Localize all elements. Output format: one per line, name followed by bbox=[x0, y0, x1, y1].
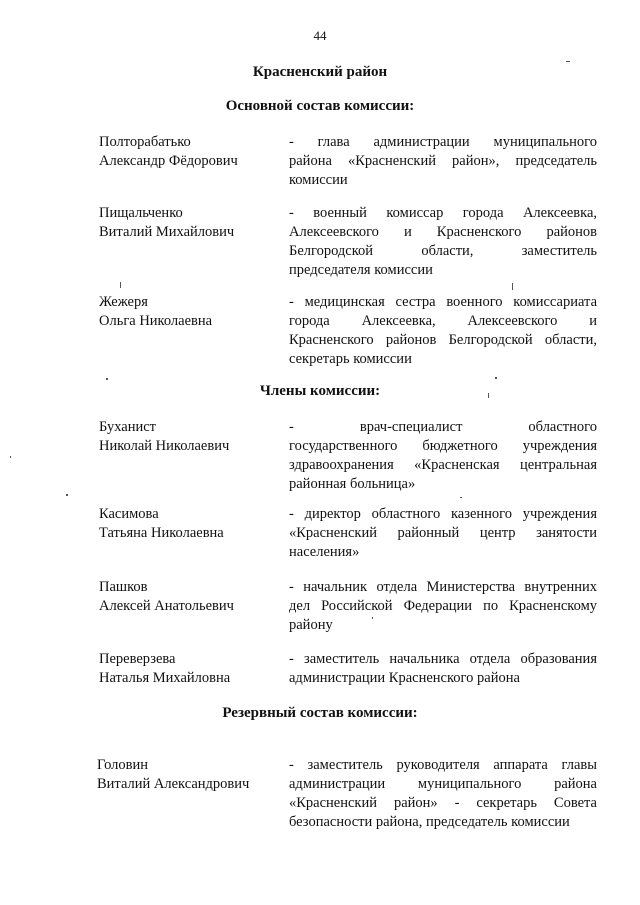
name-line: Пищальченко bbox=[99, 205, 183, 221]
person-role bbox=[289, 133, 597, 190]
role-line: - заместитель руководителя аппарата главы bbox=[289, 757, 597, 773]
role-line: комиссии bbox=[289, 172, 348, 188]
role-line: - директор областного казенного учреждения bbox=[289, 506, 597, 522]
role-line: Алексеевского и Красненского районов bbox=[289, 224, 597, 240]
role-line: дел Российской Федерации по Красненскому bbox=[289, 598, 597, 614]
name-line: Переверзева bbox=[99, 651, 176, 667]
person-name bbox=[99, 505, 269, 543]
role-line: района «Красненский район», председатель bbox=[289, 153, 597, 169]
reserve-heading: Резервный состав комиссии: bbox=[222, 705, 418, 721]
role-line: - врач-специалист областного bbox=[289, 419, 597, 435]
name-line: Алексей Анатольевич bbox=[99, 598, 234, 614]
scan-speck bbox=[488, 393, 489, 398]
scan-speck bbox=[495, 377, 497, 379]
person-role bbox=[289, 418, 597, 494]
role-line: - начальник отдела Министерства внутренних bbox=[289, 579, 597, 595]
scan-speck bbox=[10, 456, 11, 458]
main-composition-heading: Основной состав комиссии: bbox=[225, 98, 415, 114]
scan-speck bbox=[66, 494, 68, 496]
role-line: Красненского районов Белгородской области, bbox=[289, 332, 597, 348]
role-line: населения» bbox=[289, 544, 360, 560]
name-line: Головин bbox=[97, 757, 149, 773]
name-line: Татьяна Николаевна bbox=[99, 525, 224, 541]
role-line: Белгородской области, заместитель bbox=[289, 243, 597, 259]
role-line: администрации Красненского района bbox=[289, 670, 520, 686]
person-name bbox=[99, 133, 269, 171]
name-line: Ольга Николаевна bbox=[99, 313, 213, 329]
name-line: Наталья Михайловна bbox=[99, 670, 231, 686]
role-line: секретарь комиссии bbox=[289, 351, 412, 367]
person-role bbox=[289, 756, 597, 832]
scan-speck bbox=[120, 282, 121, 288]
role-line: - медицинская сестра военного комиссариата bbox=[289, 294, 597, 310]
person-role bbox=[289, 650, 597, 688]
role-line: - глава администрации муниципального bbox=[289, 134, 597, 150]
page-number: 44 bbox=[313, 28, 327, 43]
name-line: Буханист bbox=[99, 419, 157, 435]
person-name bbox=[99, 650, 269, 688]
role-line: города Алексеевка, Алексеевского и bbox=[289, 313, 597, 329]
role-line: администрации муниципального района bbox=[289, 776, 597, 792]
name-line: Касимова bbox=[99, 506, 159, 522]
name-line: Виталий Михайлович bbox=[99, 224, 235, 240]
role-line: районная больница» bbox=[289, 476, 416, 492]
person-role bbox=[289, 204, 597, 280]
person-role bbox=[289, 293, 597, 369]
role-line: - военный комиссар города Алексеевка, bbox=[289, 205, 597, 221]
person-name bbox=[99, 578, 269, 616]
person-name bbox=[99, 204, 269, 242]
person-name bbox=[99, 293, 269, 331]
role-line: безопасности района, председатель комиссии bbox=[289, 814, 570, 830]
scan-speck bbox=[512, 283, 513, 290]
members-heading: Члены комиссии: bbox=[259, 383, 381, 399]
name-line: Виталий Александрович bbox=[97, 776, 250, 792]
role-line: «Красненский район» - секретарь Совета bbox=[289, 795, 597, 811]
role-line: - заместитель начальника отдела образования bbox=[289, 651, 597, 667]
person-role bbox=[289, 505, 597, 562]
role-line: здравоохранения «Красненская центральная bbox=[289, 457, 597, 473]
scan-speck bbox=[460, 497, 462, 498]
person-role bbox=[289, 578, 597, 635]
name-line: Николай Николаевич bbox=[99, 438, 230, 454]
person-name bbox=[97, 756, 267, 794]
scan-speck bbox=[566, 61, 570, 62]
name-line: Жежеря bbox=[99, 294, 148, 310]
scan-speck bbox=[372, 617, 373, 619]
name-line: Александр Фёдорович bbox=[99, 153, 238, 169]
role-line: государственного бюджетного учреждения bbox=[289, 438, 597, 454]
role-line: «Красненский районный центр занятости bbox=[289, 525, 597, 541]
district-title: Красненский район bbox=[252, 64, 388, 80]
scan-speck bbox=[106, 378, 108, 380]
name-line: Полторабатько bbox=[99, 134, 191, 150]
role-line: председателя комиссии bbox=[289, 262, 433, 278]
person-name bbox=[99, 418, 269, 456]
name-line: Пашков bbox=[99, 579, 148, 595]
role-line: району bbox=[289, 617, 333, 633]
